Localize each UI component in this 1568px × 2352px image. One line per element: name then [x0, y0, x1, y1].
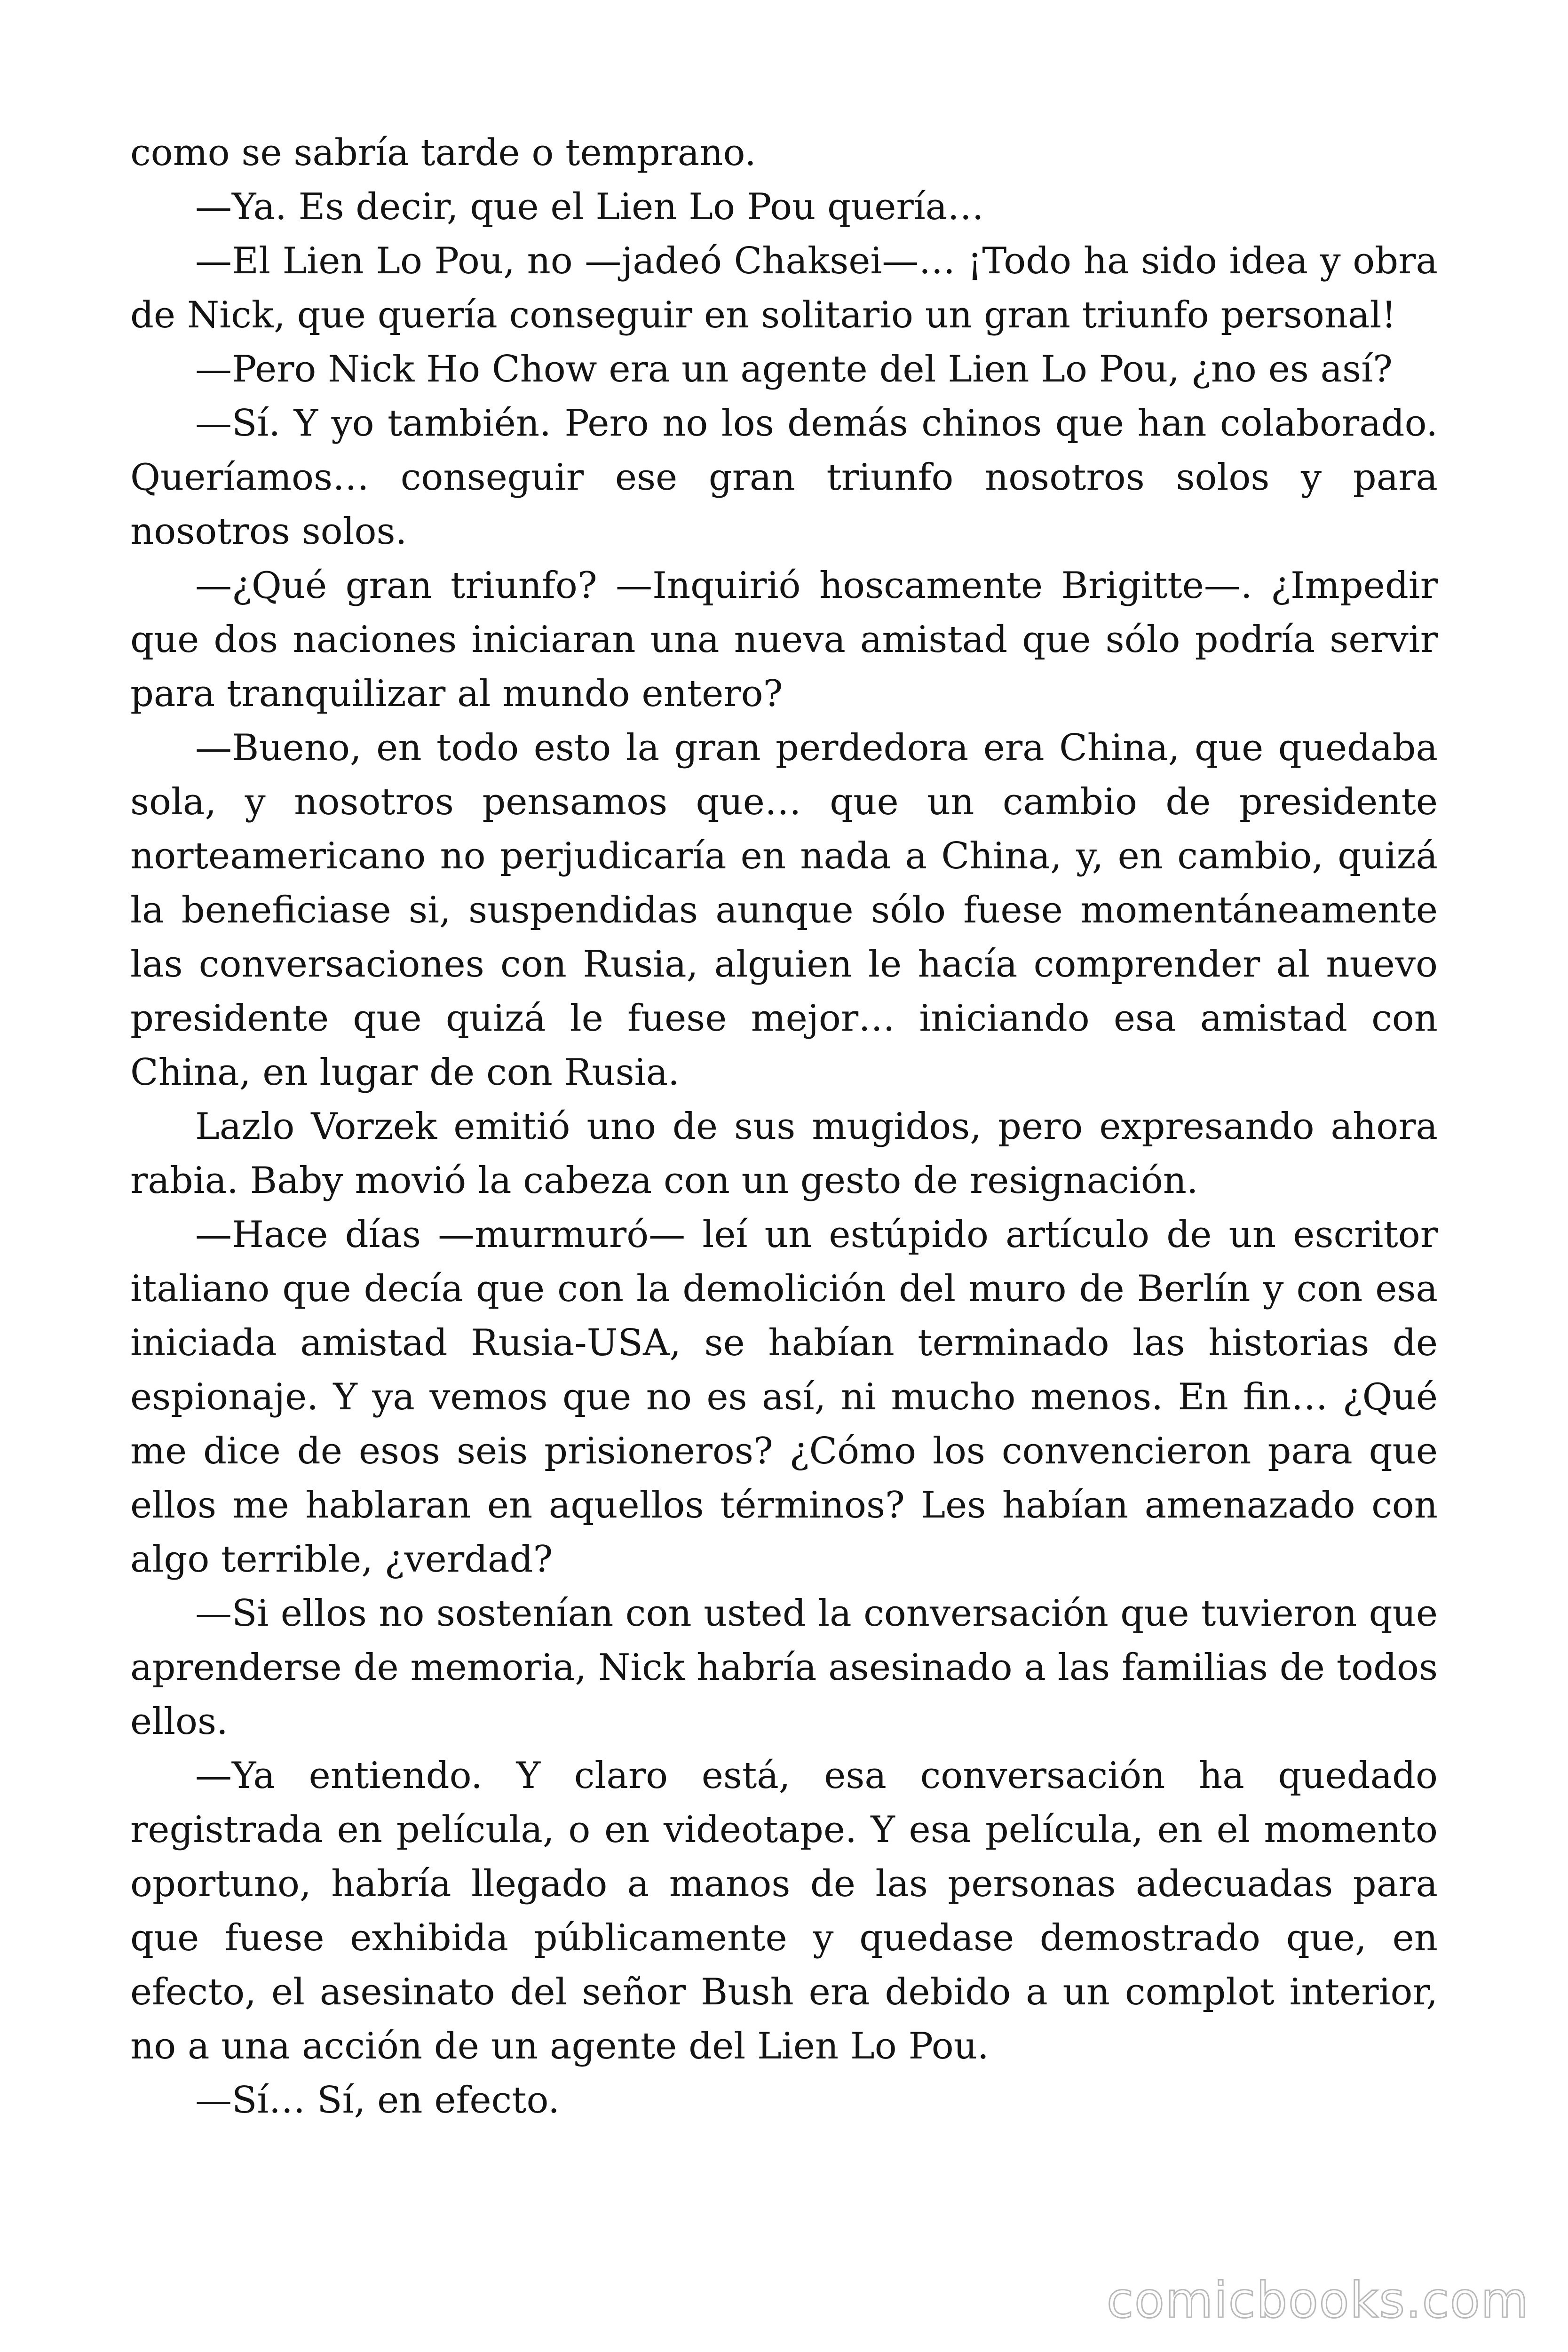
page-text	[130, 126, 1438, 2128]
paragraph: —Sí… Sí, en efecto.	[195, 2079, 560, 2122]
paragraph: Lazlo Vorzek emitió uno de sus mugidos, pero expresando ahora rabia. Baby movió la cabeza con un gesto de resignación.	[130, 1105, 1438, 1202]
paragraph: —Ya entiendo. Y claro está, esa conversación ha quedado registrada en película, o en videotape. Y esa película, en el momento oportuno, habría llegado a manos de las personas adecuadas para que fuese exhibida públicamente y quedase demostrado que, en efecto, el asesinato del señor Bush era debido a un complot interior, no a una acción de un agente del Lien Lo Pou.	[130, 1755, 1438, 2067]
watermark: comicbooks.com	[1106, 2272, 1529, 2329]
paragraph-continuation: como se sabría tarde o temprano.	[130, 132, 756, 174]
paragraph: —Pero Nick Ho Chow era un agente del Lien Lo Pou, ¿no es así?	[195, 348, 1393, 390]
paragraph: —Sí. Y yo también. Pero no los demás chinos que han colaborado. Queríamos… conseguir ese gran triunfo nosotros solos y para nosotros solos.	[130, 402, 1438, 553]
paragraph: —¿Qué gran triunfo? —Inquirió hoscamente Brigitte—. ¿Impedir que dos naciones iniciaran una nueva amistad que sólo podría servir para tranquilizar al mundo entero?	[130, 564, 1438, 715]
paragraph: —Hace días —murmuró— leí un estúpido artículo de un escritor italiano que decía que con la demolición del muro de Berlín y con esa iniciada amistad Rusia-USA, se habían terminado las historias de espionaje. Y ya vemos que no es así, ni mucho menos. En fin… ¿Qué me dice de esos seis prisioneros? ¿Cómo los convencieron para que ellos me hablaran en aquellos términos? Les habían amenazado con algo terrible, ¿verdad?	[130, 1214, 1438, 1581]
paragraph: —El Lien Lo Pou, no —jadeó Chaksei—… ¡Todo ha sido idea y obra de Nick, que quería conseguir en solitario un gran triunfo personal!	[130, 240, 1438, 336]
paragraph: —Ya. Es decir, que el Lien Lo Pou quería…	[195, 186, 984, 228]
paragraph: —Bueno, en todo esto la gran perdedora era China, que quedaba sola, y nosotros pensamos que… que un cambio de presidente norteamericano no perjudicaría en nada a China, y, en cambio, quizá la beneficiase si, suspendidas aunque sólo fuese momentáneamente las conversaciones con Rusia, alguien le hacía comprender al nuevo presidente que quizá le fuese mejor… iniciando esa amistad con China, en lugar de con Rusia.	[130, 727, 1438, 1094]
paragraph: —Si ellos no sostenían con usted la conversación que tuvieron que aprenderse de memoria, Nick habría asesinado a las familias de todos ellos.	[130, 1592, 1438, 1743]
